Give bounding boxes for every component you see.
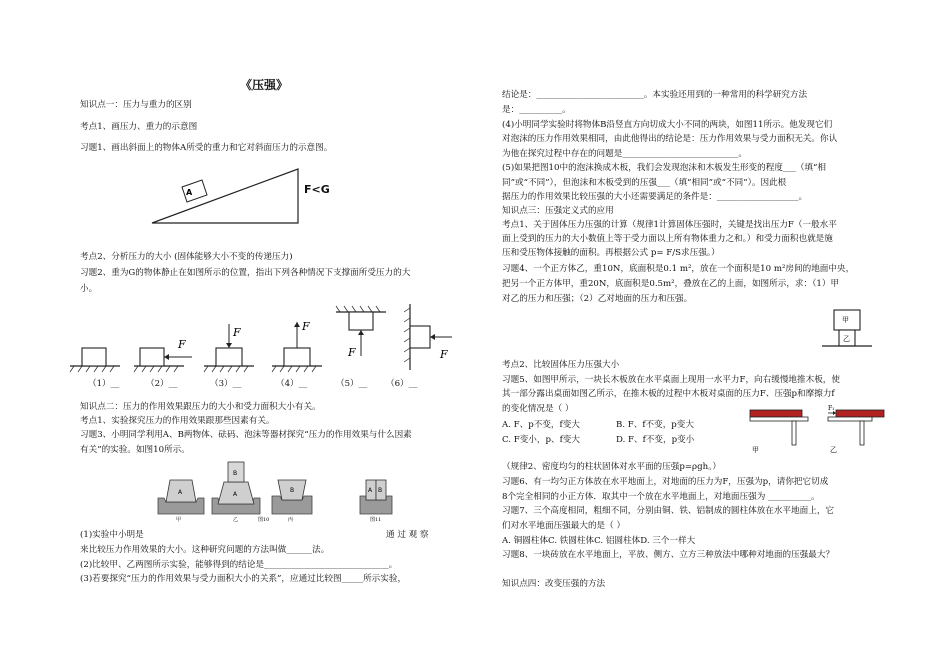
- test-point-3: 考点1、实验探究压力的作用效果跟那些因素有关。: [80, 416, 275, 426]
- svg-text:甲: 甲: [752, 446, 759, 454]
- exercise-6-line2: 8个完全相同的小正方体．取其中一个放在水平地面上，对地面压强为 __________。: [502, 492, 820, 502]
- block-a-label: A: [186, 188, 193, 197]
- exercise-4-line2: 把另一个正方体甲，重20N，底面积是0.5m²，叠放在乙的上面，如图所示，求：（1）甲: [502, 279, 840, 289]
- knowledge-point-4: 知识点四：改变压强的方法: [502, 579, 606, 589]
- test-point-4-line2: 面上受到的压力的大小数值上等于受力面以上所有物体重力之和。）和受力面积也就是施: [502, 234, 833, 244]
- svg-text:A: A: [233, 491, 238, 498]
- svg-text:F: F: [440, 348, 448, 361]
- exercise-6-line1: 习题6、有一均匀正方体放在水平地面上，对地面的压力为F，压强为p，请你把它切成: [502, 477, 829, 487]
- test-point-5: 考点2、比较固体压力压强大小: [502, 360, 620, 370]
- option-b[interactable]: B. F、f不变，p变大: [616, 420, 694, 430]
- exercise-2-line2: 小。: [80, 284, 98, 294]
- exercise-7-line2: 们对水平地面压强最大的是（ ）: [502, 521, 626, 531]
- svg-text:图11: 图11: [370, 517, 382, 523]
- exercise-8: 习题8、一块砖放在水平地面上，平放、侧方、立方三种放法中哪种对地面的压强最大？: [502, 550, 835, 560]
- force-relation-note: F<G: [304, 183, 330, 196]
- step-4-line3: 为他在探究过程中存在的问题是___________________________。: [502, 149, 747, 159]
- figure-5: [336, 306, 386, 359]
- svg-text:F: F: [178, 338, 186, 351]
- knowledge-point-1: 知识点一：压力与重力的区别: [80, 100, 192, 110]
- blank-5[interactable]: （5）__: [336, 379, 368, 389]
- exercise-3-line1: 习题3、小明同学利用A、B两物体、砝码、泡沫等器材探究“压力的作用效果与什么因素: [80, 430, 412, 440]
- fig10-bing: [272, 480, 312, 523]
- board-yi: [828, 405, 884, 454]
- knowledge-point-3: 知识点三：压强定义式的应用: [502, 206, 614, 216]
- exercise-5-line2: 其一部分露出桌面如图乙所示，在推木板的过程中木板对桌面的压力F、压强p和摩擦力f: [502, 389, 835, 399]
- conclusion-line: 结论是：_________________________。本实验还用到的一种常用的科学研究方法: [502, 90, 808, 100]
- blank-4[interactable]: （4）__: [276, 379, 308, 389]
- figure-6: [404, 304, 452, 370]
- option-a[interactable]: A. F、p不变，f变大: [502, 420, 580, 430]
- exercise-2-line1: 习题2、重为G的物体静止在如图所示的位置，指出下列各种情况下支撑面所受压力的大: [80, 268, 411, 278]
- figure-1: [70, 348, 120, 372]
- exercise-3-line2: 有关”的实验。如图10所示。: [80, 445, 190, 455]
- exercise-7-line1: 习题7、三个高度相同，粗细不同，分别由铜、铁、铝制成的圆柱体放在水平地面上，它: [502, 506, 835, 516]
- svg-text:B: B: [233, 470, 238, 477]
- figure-4: [272, 320, 322, 372]
- fig10-caption: 图10: [258, 517, 270, 523]
- fig10-yi: [212, 462, 260, 523]
- method-line: 是：__________。: [502, 105, 571, 115]
- knowledge-point-2: 知识点二：压力的作用效果跟压力的大小和受力面积大小有关。: [80, 402, 321, 412]
- blank-6[interactable]: （6）__: [386, 379, 418, 389]
- step-4-line2: 对泡沫的压力作用效果相同，由此他得出的结论是：压力作用效果与受力面积无关。你认: [502, 134, 838, 144]
- exercise-5-line3: 的变化情况是（ ）: [502, 404, 574, 414]
- exercise-4-line1: 习题4、一个正方体乙，重10N，底面积是0.1 m²，放在一个面积是10 m²房间的地面中央，: [502, 264, 855, 274]
- board-table-figure: [748, 402, 888, 456]
- svg-text:丙: 丙: [288, 517, 294, 523]
- svg-text:B: B: [290, 487, 295, 494]
- svg-text:F: F: [348, 346, 356, 359]
- svg-text:B: B: [378, 487, 383, 494]
- option-c[interactable]: C. F变小，p、f变大: [502, 435, 580, 445]
- exercise-4-line3: 对乙的压力和压强；（2）乙对地面的压力和压强。: [502, 294, 693, 304]
- svg-text:A: A: [368, 487, 373, 494]
- page-title: 《压强》: [240, 78, 289, 92]
- svg-text:F₁: F₁: [828, 405, 835, 412]
- exercise-1: 习题1、画出斜面上的物体A所受的重力和它对斜面压力的示意图。: [80, 143, 333, 153]
- svg-text:乙: 乙: [843, 335, 850, 343]
- step-5-line2: 同”或“不同”），但泡沫和木板受到的压强___（填“相同”或“不同”）。因此根: [502, 178, 787, 188]
- step-1c: 来比较压力作用效果的大小。这种研究问题的方法叫做______法。: [80, 545, 330, 555]
- fig11: [360, 480, 392, 523]
- board-jia: [750, 410, 808, 454]
- step-3: (3)若要探究“压力的作用效果与受力面积大小的关系”，应通过比较图_____所示实验，: [80, 574, 407, 584]
- rule-2: （规律2、密度均匀的柱状固体对水平面的压强p=ρgh。）: [502, 462, 722, 472]
- svg-text:乙: 乙: [233, 517, 239, 523]
- support-force-figures: [68, 298, 448, 378]
- exercise-5-line1: 习题5、如图甲所示，一块长木板放在水平桌面上现用一水平力F，向右缓慢地推木板，使: [502, 375, 840, 385]
- svg-text:甲: 甲: [176, 517, 182, 523]
- svg-text:A: A: [178, 489, 183, 496]
- stacked-cubes-figure: [818, 308, 878, 356]
- figure-2: [134, 338, 192, 372]
- step-2: (2)比较甲、乙两图所示实验，能够得到的结论是_____________________________。: [80, 560, 398, 570]
- option-d[interactable]: D. F、f不变，p变小: [616, 435, 695, 445]
- svg-text:F: F: [302, 320, 310, 333]
- svg-text:乙: 乙: [830, 446, 837, 454]
- test-point-1: 考点1、画压力、重力的示意图: [80, 122, 198, 132]
- test-point-4-line3: 压和受压物体接触的面积。再根据公式 p= F/S求压强。）: [502, 248, 720, 258]
- step-1b: 通 过 观 察: [386, 530, 429, 540]
- blank-1[interactable]: （1）__: [88, 379, 120, 389]
- fig10-jia: [158, 480, 204, 523]
- figure-3: [204, 324, 254, 372]
- blank-2[interactable]: （2）__: [146, 379, 178, 389]
- test-point-2: 考点2、分析压力的大小 (固体能够大小不变的传递压力): [80, 252, 293, 262]
- exercise-7-options: A. 铜圆柱体C. 铁圆柱体C. 铝圆柱体D. 三个一样大: [502, 536, 696, 546]
- incline-figure: [150, 165, 310, 227]
- svg-text:F: F: [233, 326, 241, 339]
- step-1a: (1)实验中小明是: [80, 530, 144, 540]
- blank-3[interactable]: （3）__: [210, 379, 242, 389]
- svg-text:甲: 甲: [842, 316, 849, 324]
- step-5-line3: 据压力的作用效果比较压强的大小还需要满足的条件是：___________________。: [502, 192, 808, 202]
- step-4-line1: (4)小明同学实验时将物体B沿竖直方向切成大小不同的两块，如图11所示。他发现它们: [502, 120, 833, 130]
- test-point-4-line1: 考点1、关于固体压力压强的计算（规律1计算固体压强时，关键是找出压力F（一般水平: [502, 220, 837, 230]
- foam-experiment-figure: [154, 458, 414, 522]
- step-5-line1: (5)如果把图10中的泡沫换成木板，我们会发现泡沫和木板发生形变的程度___（填“相: [502, 163, 826, 173]
